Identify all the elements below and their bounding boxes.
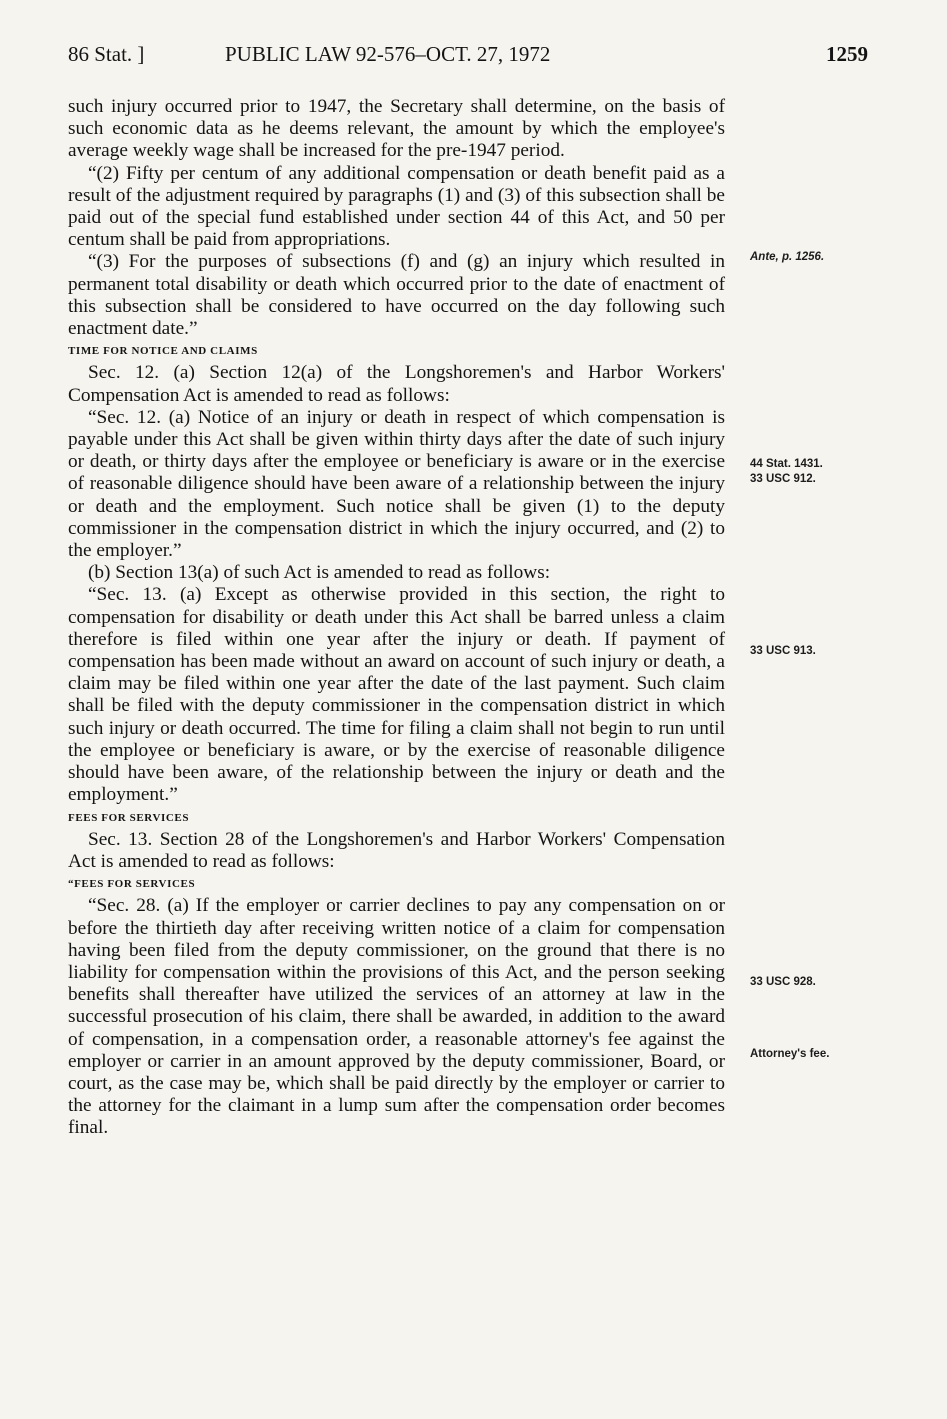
paragraph: such injury occurred prior to 1947, the Secretary shall determine, on the basis of such economic data as he deems relevant, the amount by which the employee's average weekly wage shall be increased for the pre-1947 period. <box>68 96 725 162</box>
section-heading: TIME FOR NOTICE AND CLAIMS <box>68 345 258 358</box>
paragraph: “(3) For the purposes of subsections (f) and (g) an injury which resulted in permanent total disability or death which occurred prior to the date of enactment of this subsection shall be considered to have occurred on the day following such enactment date.” <box>68 251 725 340</box>
margin-note-913 <box>750 644 910 659</box>
paragraph: “Sec. 12. (a) Notice of an injury or death in respect of which compensation is payable under this Act shall be given within thirty days after the date of such injury or death, or thirty days after the employee or beneficiary is aware or in the exercise of reasonable diligence should have been aware of a relationship between the injury or death and the employment. Such notice shall be given (1) to the deputy commissioner in the compensation district in which the injury occurred, and (2) to the employer.” <box>68 406 725 562</box>
section-heading: FEES FOR SERVICES <box>68 811 190 824</box>
header-title: PUBLIC LAW 92-576–OCT. 27, 1972 <box>225 42 551 66</box>
margin-note-text: 33 USC 913. <box>750 645 816 657</box>
paragraph: “Sec. 28. (a) If the employer or carrier declines to pay any compensation on or before the thirtieth day after receiving written notice of a claim for compensation having been filed from the deputy commissioner, on the ground that there is no liability for compensation within the provisions of this Act, and the person seeking benefits shall thereafter have utilized the services of an attorney at law in the successful prosecution of his claim, there shall be awarded, in addition to the award of compensation, in a compensation order, a reasonable attorney's fee against the employer or carrier in an amount approved by the deputy commissioner, Board, or court, as the case may be, which shall be paid directly by the employer or carrier to the attorney for the claimant in a lump sum after the compensation order becomes final. <box>68 895 725 1139</box>
margin-note-text: 44 Stat. 1431. <box>750 458 823 470</box>
page-header <box>68 42 868 72</box>
margin-note-text: Ante, p. 1256. <box>750 251 825 263</box>
paragraph: “Sec. 13. (a) Except as otherwise provided in this section, the right to compensation for disability or death under this Act shall be barred unless a claim therefore is filed within one year after the injury or death. If payment of compensation has been made without an award on account of such injury or death, a claim may be filed within one year after the date of the last payment. Such claim shall be filed with the deputy commissioner in the compensation district in which such injury or death occurred. The time for filing a claim shall not begin to run until the employee or beneficiary is aware, or by the exercise of reasonable diligence should have been aware, of the relationship between the injury or death and the employment.” <box>68 584 725 806</box>
margin-note-text: Attorney's fee. <box>750 1048 830 1060</box>
margin-note-ante <box>750 250 910 265</box>
margin-note-text: 33 USC 912. <box>750 473 816 485</box>
margin-note-928 <box>750 975 910 990</box>
margin-note-text: 33 USC 928. <box>750 976 816 988</box>
page-number: 1259 <box>826 42 868 66</box>
main-text <box>68 96 725 1140</box>
paragraph: (b) Section 13(a) of such Act is amended to read as follows: <box>88 562 551 584</box>
paragraph: “(2) Fifty per centum of any additional compensation or death benefit paid as a result of the adjustment required by paragraphs (1) and (3) of this subsection shall be paid out of the special fund established under section 44 of this Act, and 50 per centum shall be paid from appropriations. <box>68 162 725 251</box>
header-statute-ref: 86 Stat. ] <box>68 42 145 66</box>
section-heading: “FEES FOR SERVICES <box>68 878 196 891</box>
paragraph: Sec. 12. (a) Section 12(a) of the Longshoremen's and Harbor Workers' Compensation Act is amended to read as follows: <box>68 362 725 406</box>
margin-note-stat <box>750 457 910 487</box>
margin-note-attorney <box>750 1047 910 1062</box>
paragraph: Sec. 13. Section 28 of the Longshoremen's and Harbor Workers' Compensation Act is amended to read as follows: <box>68 828 725 872</box>
